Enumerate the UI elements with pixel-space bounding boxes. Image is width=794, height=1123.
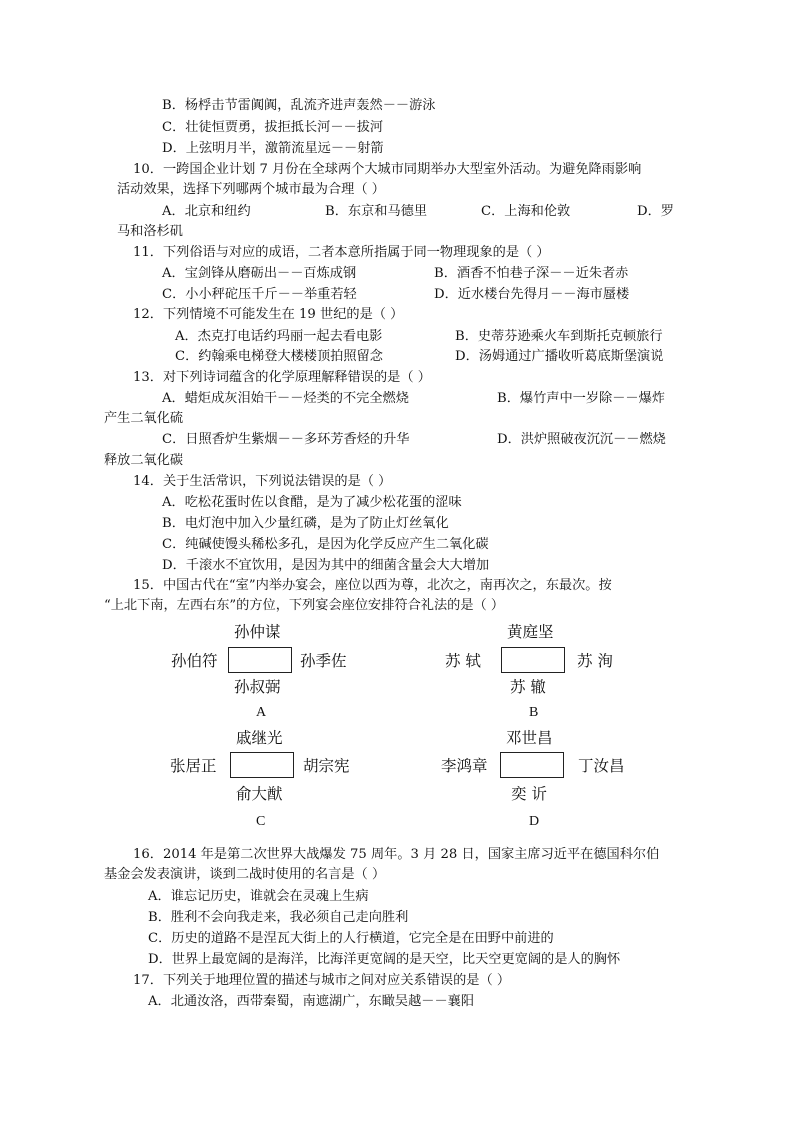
q12-option-a: A．杰克打电话约玛丽一起去看电影 (175, 329, 383, 344)
q13-stem: 13．对下列诗词蕴含的化学原理解释错误的是（ ） (133, 370, 431, 385)
q10-option-d: D．罗 (637, 204, 674, 219)
seat-north: 戚继光 (236, 729, 283, 747)
q14-stem: 14．关于生活常识，下列说法错误的是（ ） (133, 474, 392, 489)
q9-option-d: D．上弦明月半，激箭流星远－－射箭 (162, 141, 384, 156)
seat-west: 苏 轼 (445, 652, 481, 670)
q14-option-c: C．纯碱使馒头稀松多孔，是因为化学反应产生二氧化碳 (162, 537, 489, 552)
seat-south: 孙叔弼 (234, 678, 281, 696)
seat-north: 孙仲谋 (234, 623, 281, 641)
q11-option-c: C．小小秤砣压千斤－－举重若轻 (162, 287, 357, 302)
q16-stem: 16．2014 年是第二次世界大战爆发 75 周年。3 月 28 日，国家主席习近平在德国科尔伯 (133, 847, 660, 862)
diagram-label: D (529, 814, 540, 829)
q12-option-c: C．约翰乘电梯登大楼楼顶拍照留念 (175, 349, 383, 364)
diagram-label: C (256, 814, 266, 829)
q16-stem-cont: 基金会发表演讲，谈到二战时使用的名言是（ ） (104, 867, 386, 882)
q11-stem: 11．下列俗语与对应的成语，二者本意所指属于同一物理现象的是（ ） (133, 245, 550, 260)
seat-east: 丁汝昌 (578, 757, 625, 775)
q13-option-b: B．爆竹声中一岁除－－爆炸 (497, 391, 665, 406)
q15-stem: 15．中国古代在“室”内举办宴会，座位以西为尊，北次之，南再次之，东最次。按 (133, 578, 612, 593)
q13-option-c: C．日照香炉生紫烟－－多环芳香烃的升华 (162, 432, 410, 447)
q11-option-b: B．酒香不怕巷子深－－近朱者赤 (434, 266, 629, 281)
table-box (500, 752, 564, 778)
q14-option-d: D．千滚水不宜饮用，是因为其中的细菌含量会大大增加 (162, 558, 490, 573)
diagram-label: B (529, 705, 539, 720)
q11-option-d: D．近水楼台先得月－－海市蜃楼 (434, 287, 630, 302)
table-box (230, 752, 294, 778)
q10-stem: 10．一跨国企业计划 7 月份在全球两个大城市同期举办大型室外活动。为避免降雨影响 (133, 162, 642, 177)
seat-west: 孙伯符 (171, 652, 218, 670)
seat-north: 邓世昌 (506, 729, 553, 747)
q10-option-a: A．北京和纽约 (162, 204, 251, 219)
q12-option-d: D．汤姆通过广播收听葛底斯堡演说 (455, 349, 664, 364)
seat-east: 胡宗宪 (303, 757, 350, 775)
diagram-label: A (256, 705, 267, 720)
q10-option-c: C．上海和伦敦 (481, 204, 571, 219)
q9-option-b: B．杨桴击节雷阗阗，乱流齐进声轰然－－游泳 (162, 98, 436, 113)
q16-option-d: D．世界上最宽阔的是海洋，比海洋更宽阔的是天空，比天空更宽阔的是人的胸怀 (148, 952, 621, 967)
seat-south: 俞大猷 (236, 785, 283, 803)
q13-option-a: A．蜡炬成灰泪始干－－烃类的不完全燃烧 (162, 391, 409, 406)
q12-option-b: B．史蒂芬逊乘火车到斯托克顿旅行 (455, 329, 663, 344)
q13-option-d: D．洪炉照破夜沉沉－－燃烧 (497, 432, 666, 447)
table-box (501, 647, 565, 673)
seat-north: 黄庭坚 (507, 623, 554, 641)
seat-west: 李鸿章 (441, 757, 488, 775)
q14-option-b: B．电灯泡中加入少量红磷，是为了防止灯丝氧化 (162, 516, 449, 531)
q17-option-a: A．北通汝洛，西带秦蜀，南遮湖广，东瞰吴越－－襄阳 (148, 994, 475, 1009)
q12-stem: 12．下列情境不可能发生在 19 世纪的是（ ） (133, 307, 404, 322)
q10-option-b: B．东京和马德里 (325, 204, 428, 219)
seat-south: 奕 䜣 (511, 785, 547, 803)
seat-east: 孙季佐 (300, 652, 347, 670)
q17-stem: 17．下列关于地理位置的描述与城市之间对应关系错误的是（ ） (133, 973, 511, 988)
q16-option-c: C．历史的道路不是涅瓦大街上的人行横道，它完全是在田野中前进的 (148, 931, 554, 946)
seat-south: 苏 辙 (510, 678, 546, 696)
q15-stem-cont: “上北下南，左西右东”的方位，下列宴会座位安排符合礼法的是（ ） (104, 598, 505, 613)
seat-west: 张居正 (170, 757, 217, 775)
q14-option-a: A．吃松花蛋时佐以食醋，是为了减少松花蛋的涩味 (162, 495, 462, 510)
q16-option-b: B．胜利不会向我走来，我必须自己走向胜利 (148, 910, 409, 925)
q11-option-a: A．宝剑锋从磨砺出－－百炼成钢 (162, 266, 357, 281)
q10-option-d-cont: 马和洛杉矶 (117, 224, 183, 239)
q16-option-a: A．谁忘记历史，谁就会在灵魂上生病 (148, 889, 369, 904)
q13-option-d-cont: 释放二氧化碳 (104, 453, 184, 468)
q13-option-b-cont: 产生二氧化硫 (104, 411, 184, 426)
table-box (228, 647, 292, 673)
q9-option-c: C．壮徒恒贾勇，拔拒抵长河－－拔河 (162, 120, 384, 135)
seat-east: 苏 洵 (577, 652, 613, 670)
q10-stem-cont: 活动效果，选择下列哪两个城市最为合理（ ） (117, 182, 385, 197)
